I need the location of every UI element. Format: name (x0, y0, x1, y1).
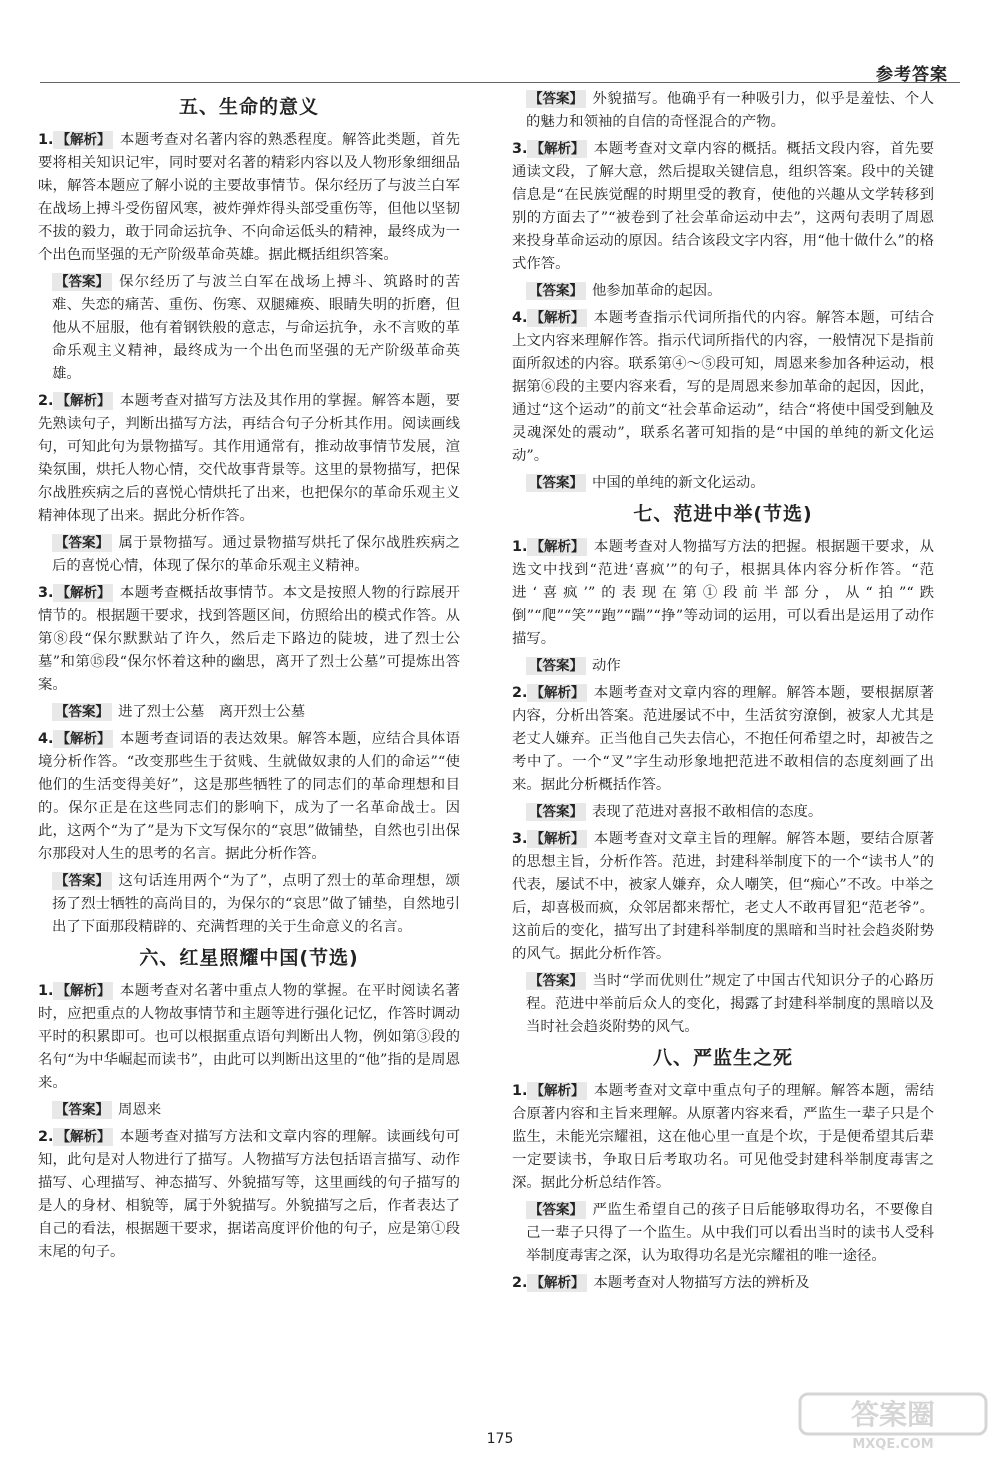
label-tag: 【答案】 (52, 872, 112, 890)
answer-paragraph (512, 655, 934, 678)
label-tag: 【解析】 (527, 1082, 587, 1100)
paragraph-text: 表现了范进对喜报不敢相信的态度。 (592, 804, 823, 820)
paragraph-text: 本题考查对名著内容的熟悉程度。解答此类题，首先要将相关知识记牢，同时要对名著的精彩内容以及人物形象细细品味，解答本题应了解小说的主要故事情节。保尔经历了与波兰白军在战场上搏斗受伤留风寒，被炸弹炸得头部受重伤等，但他以坚韧不拔的毅力，敢于同命运抗争、不向命运低头的精神，最终成为一个出色而坚强的无产阶级革命英雄。据此概括组织答案。 (38, 132, 460, 263)
paragraph-text: 本题考查对人物描写方法的把握。根据题干要求，从选文中找到“范进‘喜疯’”的句子，根据具体内容分析作答。“范进‘喜疯’”的表现在第①段前半部分，从“拍”“跌倒”“爬”“笑”“跑”“踹”“挣”等动词的运用，可以看出是运用了动作描写。 (512, 539, 934, 647)
paragraph-text: 本题考查词语的表达效果。解答本题，应结合具体语境分析作答。“改变那些生于贫贱、生就做奴隶的人们的命运”“使他们的生活变得美好”，这是那些牺牲了的同志们的革命理想和目的。保尔正是在这些同志们的影响下，成为了一名革命战士。因此，这两个“为了”是为下文写保尔的“哀思”做铺垫，自然也引出保尔那段对人生的思考的名言。据此分析作答。 (38, 731, 460, 862)
paragraph-text: 本题考查对文章中重点句子的理解。解答本题，需结合原著内容和主旨来理解。从原著内容来看，严监生一辈子只是个监生，未能光宗耀祖，这在他心里一直是个坎，于是便希望其后辈一定要读书，争取日后考取功名。可见他受封建科举制度毒害之深。据此分析总结作答。 (512, 1083, 934, 1191)
answer-paragraph (512, 280, 934, 303)
analysis-paragraph (38, 390, 460, 528)
label-tag: 【解析】 (53, 584, 113, 602)
paragraph-text: 当时“学而优则仕”规定了中国古代知识分子的心路历程。范进中举前后众人的变化，揭露了封建科举制度的黑暗以及当时社会趋炎附势的风气。 (526, 973, 934, 1035)
paragraph-text: 这句话连用两个“为了”，点明了烈士的革命理想，颂扬了烈士牺牲的高尚目的，为保尔的“哀思”做了铺垫，自然地引出了下面那段精辟的、充满哲理的关于生命意义的名言。 (52, 873, 460, 935)
label-tag: 【答案】 (526, 282, 586, 300)
analysis-paragraph (512, 682, 934, 797)
paragraph-text: 他参加革命的起因。 (592, 283, 722, 299)
paragraph-text: 进了烈士公墓 离开烈士公墓 (118, 704, 306, 720)
question-number: 1. (38, 132, 54, 148)
question-number: 4. (512, 310, 528, 326)
analysis-paragraph (512, 1272, 934, 1295)
label-tag: 【答案】 (526, 474, 586, 492)
page-header-title: 参考答案 (876, 65, 948, 85)
answer-paragraph (38, 1099, 460, 1122)
analysis-paragraph (512, 138, 934, 276)
analysis-paragraph (512, 1080, 934, 1195)
label-tag: 【答案】 (526, 972, 586, 990)
label-tag: 【解析】 (527, 684, 587, 702)
paragraph-text: 本题考查指示代词所指代的内容。解答本题，可结合上文内容来理解作答。指示代词所指代的内容，一般情况下是指前面所叙述的内容。联系第④～⑤段可知，周恩来参加各种运动，根据第⑥段的主要内容来看，写的是周恩来参加革命的起因，因此，通过“这个运动”的前文“社会革命运动”，结合“将使中国受到触及灵魂深处的震动”，联系名著可知指的是“中国的单纯的新文化运动”。 (512, 310, 934, 464)
analysis-paragraph (38, 129, 460, 267)
analysis-paragraph (512, 536, 934, 651)
paragraph-text: 严监生希望自己的孩子日后能够取得功名，不要像自己一辈子只得了一个监生。从中我们可以看出当时的读书人受科举制度毒害之深，认为取得功名是光宗耀祖的唯一途径。 (526, 1202, 934, 1264)
paragraph-text: 本题考查概括故事情节。本文是按照人物的行踪展开情节的。根据题干要求，找到答题区间，仿照给出的模式作答。从第⑧段“保尔默默站了许久，然后走下路边的陡坡，进了烈士公墓”和第⑮段“保尔怀着这种的幽思，离开了烈士公墓”可提炼出答案。 (38, 585, 460, 693)
answer-paragraph (512, 801, 934, 824)
section-title: 八、严监生之死 (652, 1047, 793, 1069)
paragraph-text: 保尔经历了与波兰白军在战场上搏斗、筑路时的苦难、失恋的痛苦、重伤、伤寒、双腿瘫痪、眼睛失明的折磨，但他从不屈服，他有着钢铁般的意志，与命运抗争，永不言败的革命乐观主义精神，最终成为一个出色而坚强的无产阶级革命英雄。 (52, 274, 460, 382)
label-tag: 【答案】 (52, 703, 112, 721)
answer-paragraph (512, 472, 934, 495)
paragraph-text: 本题考查对文章内容的概括。概括文段内容，首先要通读文段，了解大意，然后提取关键信息，组织答案。段中的关键信息是“在民族觉醒的时期里受的教育，使他的兴趣从文学转移到别的方面去了”“被卷到了社会革命运动中去”，这两句表明了周恩来投身革命运动的原因。结合该段文字内容，用“他十做什么”的格式作答。 (512, 141, 934, 272)
watermark-logo (798, 1390, 988, 1452)
question-number: 1. (512, 1083, 528, 1099)
label-tag: 【解析】 (53, 730, 113, 748)
label-tag: 【答案】 (526, 657, 586, 675)
answer-paragraph (512, 88, 934, 134)
question-number: 2. (512, 685, 528, 701)
answer-paragraph (38, 870, 460, 939)
question-number: 2. (38, 393, 54, 409)
label-tag: 【解析】 (53, 392, 113, 410)
analysis-paragraph (512, 307, 934, 468)
paragraph-text: 动作 (592, 658, 621, 674)
answer-paragraph (512, 970, 934, 1039)
label-tag: 【答案】 (526, 803, 586, 821)
label-tag: 【答案】 (52, 273, 112, 291)
answer-paragraph (38, 701, 460, 724)
paragraph-text: 本题考查对描写方法及其作用的掌握。解答本题，要先熟读句子，判断出描写方法，再结合句子分析其作用。阅读画线句，可知此句为景物描写。其作用通常有，推动故事情节发展，渲染氛围，烘托人物心情，交代故事背景等。这里的景物描写，把保尔战胜疾病之后的喜悦心情烘托了出来，也把保尔的革命乐观主义精神体现了出来。据此分析作答。 (38, 393, 460, 524)
section-title: 五、生命的意义 (178, 96, 319, 118)
question-number: 2. (512, 1275, 528, 1291)
label-tag: 【解析】 (527, 309, 587, 327)
section-title: 六、红星照耀中国(节选) (139, 947, 359, 969)
label-tag: 【解析】 (527, 830, 587, 848)
question-number: 2. (38, 1129, 54, 1145)
answer-paragraph (38, 532, 460, 578)
label-tag: 【解析】 (53, 131, 113, 149)
paragraph-text: 本题考查对文章内容的理解。解答本题，要根据原著内容，分析出答案。范进屡试不中，生活贫穷潦倒，被家人尤其是老丈人嫌弃。正当他自己失去信心，不抱任何希望之时，却被告之考中了。一个“叉”字生动形象地把范进不敢相信的态度刻画了出来。据此分析概括作答。 (512, 685, 934, 793)
paragraph-text: 外貌描写。他确乎有一种吸引力，似乎是羞怯、个人的魅力和领袖的自信的奇怪混合的产物。 (526, 91, 934, 130)
label-tag: 【答案】 (52, 534, 112, 552)
answer-paragraph (38, 271, 460, 386)
label-tag: 【解析】 (527, 538, 587, 556)
question-number: 3. (512, 831, 528, 847)
paragraph-text: 本题考查对名著中重点人物的掌握。在平时阅读名著时，应把重点的人物故事情节和主题等进行强化记忆，作答时调动平时的积累即可。也可以根据重点语句判断出人物，例如第③段的名句“为中华崛起而读书”，由此可以判断出这里的“他”指的是周恩来。 (38, 983, 460, 1091)
analysis-paragraph (38, 980, 460, 1095)
section-title: 七、范进中举(节选) (633, 503, 813, 525)
question-number: 4. (38, 731, 54, 747)
paragraph-text: 属于景物描写。通过景物描写烘托了保尔战胜疾病之后的喜悦心情，体现了保尔的革命乐观主义精神。 (52, 535, 460, 574)
label-tag: 【解析】 (527, 140, 587, 158)
paragraph-text: 周恩来 (118, 1102, 162, 1118)
label-tag: 【解析】 (53, 1128, 113, 1146)
question-number: 3. (38, 585, 54, 601)
label-tag: 【解析】 (53, 982, 113, 1000)
question-number: 1. (38, 983, 54, 999)
paragraph-text: 本题考查对文章主旨的理解。解答本题，要结合原著的思想主旨，分析作答。范进，封建科举制度下的一个“读书人”的代表，屡试不中，被家人嫌弃，众人嘲笑，但“痴心”不改。中举之后，却喜极而疯，众邻居都来帮忙，老丈人不敢再冒犯“范老爷”。这前后的变化，描写出了封建科举制度的黑暗和当时社会趋炎附势的风气。据此分析作答。 (512, 831, 934, 962)
answer-paragraph (512, 1199, 934, 1268)
analysis-paragraph (512, 828, 934, 966)
right-column (512, 88, 934, 1299)
question-number: 1. (512, 539, 528, 555)
watermark-url: MXQE.COM (852, 1437, 934, 1452)
watermark-text: 答案圈 (850, 1398, 936, 1431)
question-number: 3. (512, 141, 528, 157)
page-number: 175 (486, 1431, 514, 1447)
paragraph-text: 本题考查对人物描写方法的辨析及 (593, 1275, 810, 1291)
label-tag: 【答案】 (526, 1201, 586, 1219)
label-tag: 【解析】 (527, 1274, 587, 1292)
left-column (38, 88, 460, 1268)
analysis-paragraph (38, 728, 460, 866)
paragraph-text: 本题考查对描写方法和文章内容的理解。读画线句可知，此句是对人物进行了描写。人物描写方法包括语言描写、动作描写、心理描写、神态描写、外貌描写等，这里画线的句子描写的是人的身材、相貌等，属于外貌描写。外貌描写之后，作者表达了自己的看法，根据题干要求，据诺高度评价他的句子，应是第①段末尾的句子。 (38, 1129, 460, 1260)
label-tag: 【答案】 (52, 1101, 112, 1119)
label-tag: 【答案】 (526, 90, 586, 108)
analysis-paragraph (38, 1126, 460, 1264)
paragraph-text: 中国的单纯的新文化运动。 (592, 475, 765, 491)
header-divider (40, 82, 960, 83)
analysis-paragraph (38, 582, 460, 697)
